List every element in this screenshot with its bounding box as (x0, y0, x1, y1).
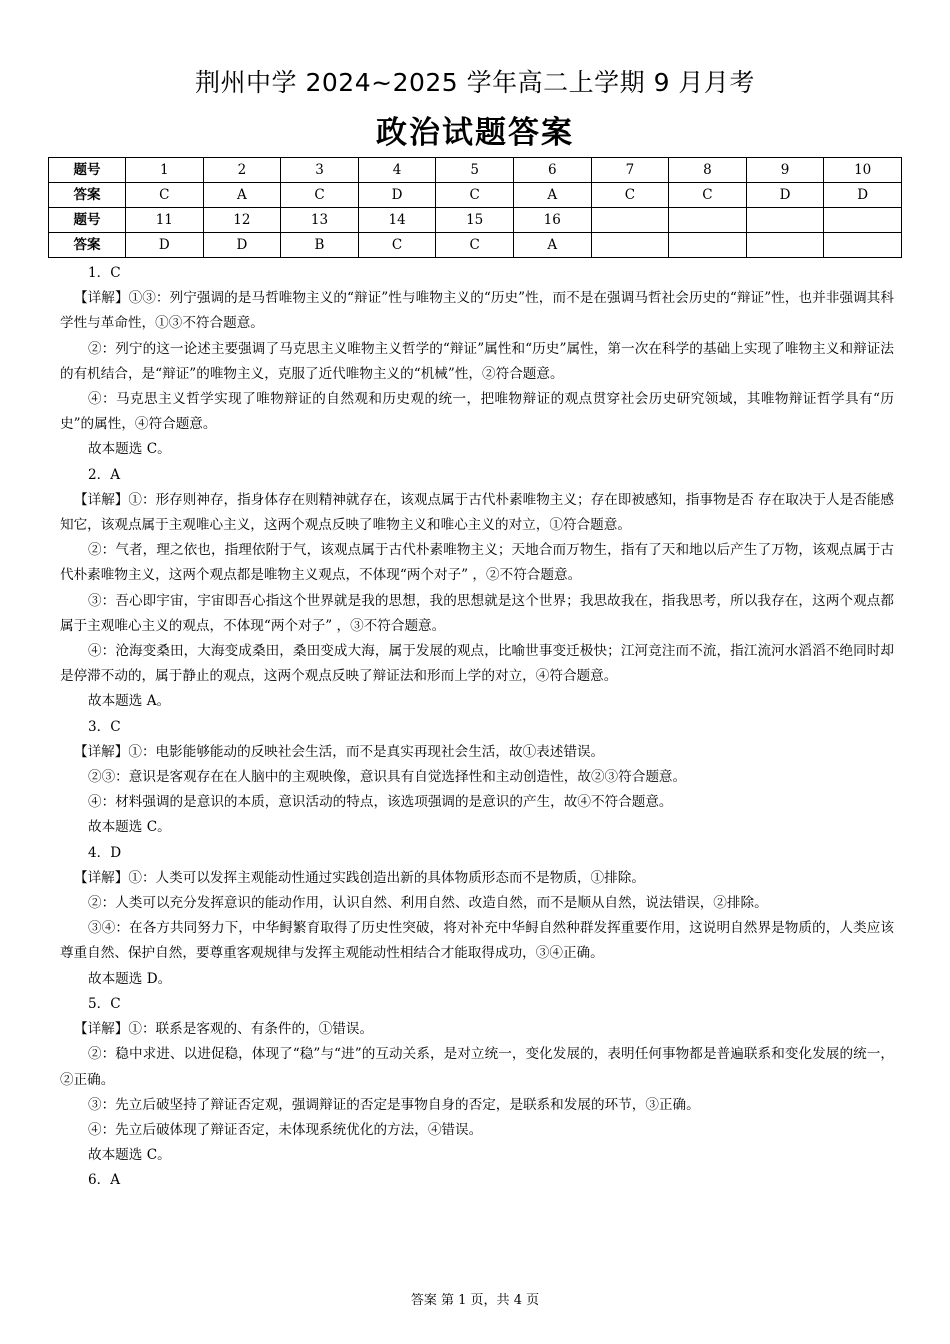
question-number-cell: 15 (436, 208, 514, 233)
question-number-cell: 2 (203, 158, 281, 183)
answer-cell: D (358, 183, 436, 208)
answer-table (48, 157, 902, 258)
answer-cell: D (746, 183, 824, 208)
question-answer-line: 6．A (88, 1172, 121, 1189)
page-footer: 答案 第 1 页，共 4 页 (410, 1293, 540, 1308)
explanation-paragraph: 故本题选 A。 (88, 693, 171, 710)
explanation-paragraph: 【详解】①：电影能够能动的反映社会生活，而不是真实再现社会生活，故①表述错误。 (74, 743, 605, 760)
question-number-cell (669, 208, 747, 233)
question-number-cell: 9 (746, 158, 824, 183)
answer-cell: D (126, 233, 204, 258)
explanation-paragraph: 故本题选 C。 (88, 441, 171, 458)
answer-cell: A (203, 183, 281, 208)
question-number-cell: 5 (436, 158, 514, 183)
answer-cell: A (513, 233, 591, 258)
explanation-paragraph: ②：稳中求进、以进促稳，体现了“稳”与“进”的互动关系，是对立统一，变化发展的，表明任何事物都是普遍联系和变化发展的统一，②正确。 (60, 1046, 894, 1088)
explanation-paragraph: ③：先立后破坚持了辩证否定观，强调辩证的否定是事物自身的否定，是联系和发展的环节，③正确。 (88, 1096, 700, 1113)
explanation-paragraph: 【详解】①：人类可以发挥主观能动性通过实践创造出新的具体物质形态而不是物质，①排除。 (74, 869, 645, 886)
question-number-cell: 1 (126, 158, 204, 183)
question-number-cell: 4 (358, 158, 436, 183)
explanation-paragraph: 【详解】①③：列宁强调的是马哲唯物主义的“辩证”性与唯物主义的“历史”性，而不是在强调马哲社会历史的“辩证”性，也并非强调其科学性与革命性，①③不符合题意。 (60, 290, 894, 332)
question-number-row (49, 208, 902, 233)
answer-cell: C (281, 183, 359, 208)
explanation-paragraph: ②：列宁的这一论述主要强调了马克思主义唯物主义哲学的“辩证”属性和“历史”属性，第一次在科学的基础上实现了唯物主义和辩证法的有机结合，是“辩证”的唯物主义，克服了近代唯物主义的“机械”性，②符合题意。 (60, 340, 894, 382)
question-number-cell: 8 (669, 158, 747, 183)
question-answer-line: 4．D (88, 844, 122, 861)
answer-cell: B (281, 233, 359, 258)
explanation-paragraph: ④：马克思主义哲学实现了唯物辩证的自然观和历史观的统一，把唯物辩证的观点贯穿社会历史研究领域，其唯物辩证哲学具有“历史”的属性，④符合题意。 (60, 391, 894, 433)
answer-key-heading: 政治试题答案 (376, 115, 574, 151)
row-header: 答案 (49, 183, 126, 208)
question-answer-line: 1．C (88, 265, 121, 281)
row-header: 答案 (49, 233, 126, 258)
answer-row (49, 183, 902, 208)
row-header: 题号 (49, 158, 126, 183)
question-number-cell (824, 208, 902, 233)
question-answer-line: 2．A (88, 466, 121, 483)
explanation-paragraph: ③④：在各方共同努力下，中华鲟繁育取得了历史性突破，将对补充中华鲟自然种群发挥重要作用，这说明自然界是物质的，人类应该尊重自然、保护自然，要尊重客观规律与发挥主观能动性相结合才能取得成功，③④正确。 (60, 920, 894, 962)
answer-cell (669, 233, 747, 258)
answer-cell (824, 233, 902, 258)
answer-cell: C (591, 183, 669, 208)
question-number-cell: 6 (513, 158, 591, 183)
question-number-cell: 10 (824, 158, 902, 183)
question-number-row (49, 158, 902, 183)
answer-cell: D (203, 233, 281, 258)
explanation-paragraph: 故本题选 C。 (88, 819, 171, 836)
explanations (60, 261, 894, 1194)
answer-cell (591, 233, 669, 258)
answer-cell: C (669, 183, 747, 208)
question-number-cell: 7 (591, 158, 669, 183)
answer-row (49, 233, 902, 258)
answer-cell: A (513, 183, 591, 208)
explanation-paragraph: 【详解】①：形存则神存，指身体存在则精神就存在，该观点属于古代朴素唯物主义；存在即被感知，指事物是否 存在取决于人是否能感知它，该观点属于主观唯心主义，这两个观点反映了唯物主义和唯心主义的对立，①符合题意。 (60, 491, 894, 534)
explanation-paragraph: ②③：意识是客观存在在人脑中的主观映像，意识具有自觉选择性和主动创造性，故②③符合题意。 (88, 769, 687, 786)
question-number-cell: 3 (281, 158, 359, 183)
explanation-paragraph: 故本题选 C。 (88, 1147, 171, 1164)
row-header: 题号 (49, 208, 126, 233)
question-number-cell: 11 (126, 208, 204, 233)
explanation-paragraph: 【详解】①：联系是客观的、有条件的，①错误。 (74, 1021, 374, 1038)
explanation-paragraph: 故本题选 D。 (88, 970, 172, 987)
question-answer-line: 3．C (88, 718, 121, 735)
question-number-cell: 12 (203, 208, 281, 233)
question-number-cell: 13 (281, 208, 359, 233)
question-number-cell: 14 (358, 208, 436, 233)
question-number-cell: 16 (513, 208, 591, 233)
explanation-paragraph: ②：气者，理之依也，指理依附于气，该观点属于古代朴素唯物主义；天地合而万物生，指有了天和地以后产生了万物，该观点属于古代朴素唯物主义，这两个观点都是唯物主义观点，不体现“两个对子” ，②不符合题意。 (60, 542, 894, 584)
question-answer-line: 5．C (88, 995, 121, 1012)
answer-cell: C (436, 233, 514, 258)
answer-cell: D (824, 183, 902, 208)
answer-cell (746, 233, 824, 258)
answer-cell: C (436, 183, 514, 208)
explanation-paragraph: ②：人类可以充分发挥意识的能动作用，认识自然、利用自然、改造自然，而不是顺从自然，说法错误，②排除。 (88, 895, 768, 912)
question-number-cell (591, 208, 669, 233)
explanation-paragraph: ④：沧海变桑田，大海变成桑田，桑田变成大海，属于发展的观点，比喻世事变迁极快；江河竞注而不流，指江流河水滔滔不绝同时却是停滞不动的，属于静止的观点，这两个观点反映了辩证法和形而上学的对立，④符合题意。 (60, 643, 894, 685)
exam-title: 荆州中学 2024~2025 学年高二上学期 9 月月考 (195, 68, 755, 97)
explanation-paragraph: ③：吾心即宇宙，宇宙即吾心指这个世界就是我的思想，我的思想就是这个世界；我思故我在，指我思考，所以我存在，这两个观点都属于主观唯心主义的观点，不体现“两个对子” ，③不符合题意。 (60, 592, 894, 634)
question-number-cell (746, 208, 824, 233)
explanation-paragraph: ④：先立后破体现了辩证否定，未体现系统优化的方法，④错误。 (88, 1121, 483, 1138)
answer-cell: C (126, 183, 204, 208)
explanation-paragraph: ④：材料强调的是意识的本质，意识活动的特点，该选项强调的是意识的产生，故④不符合题意。 (88, 794, 673, 811)
answer-cell: C (358, 233, 436, 258)
